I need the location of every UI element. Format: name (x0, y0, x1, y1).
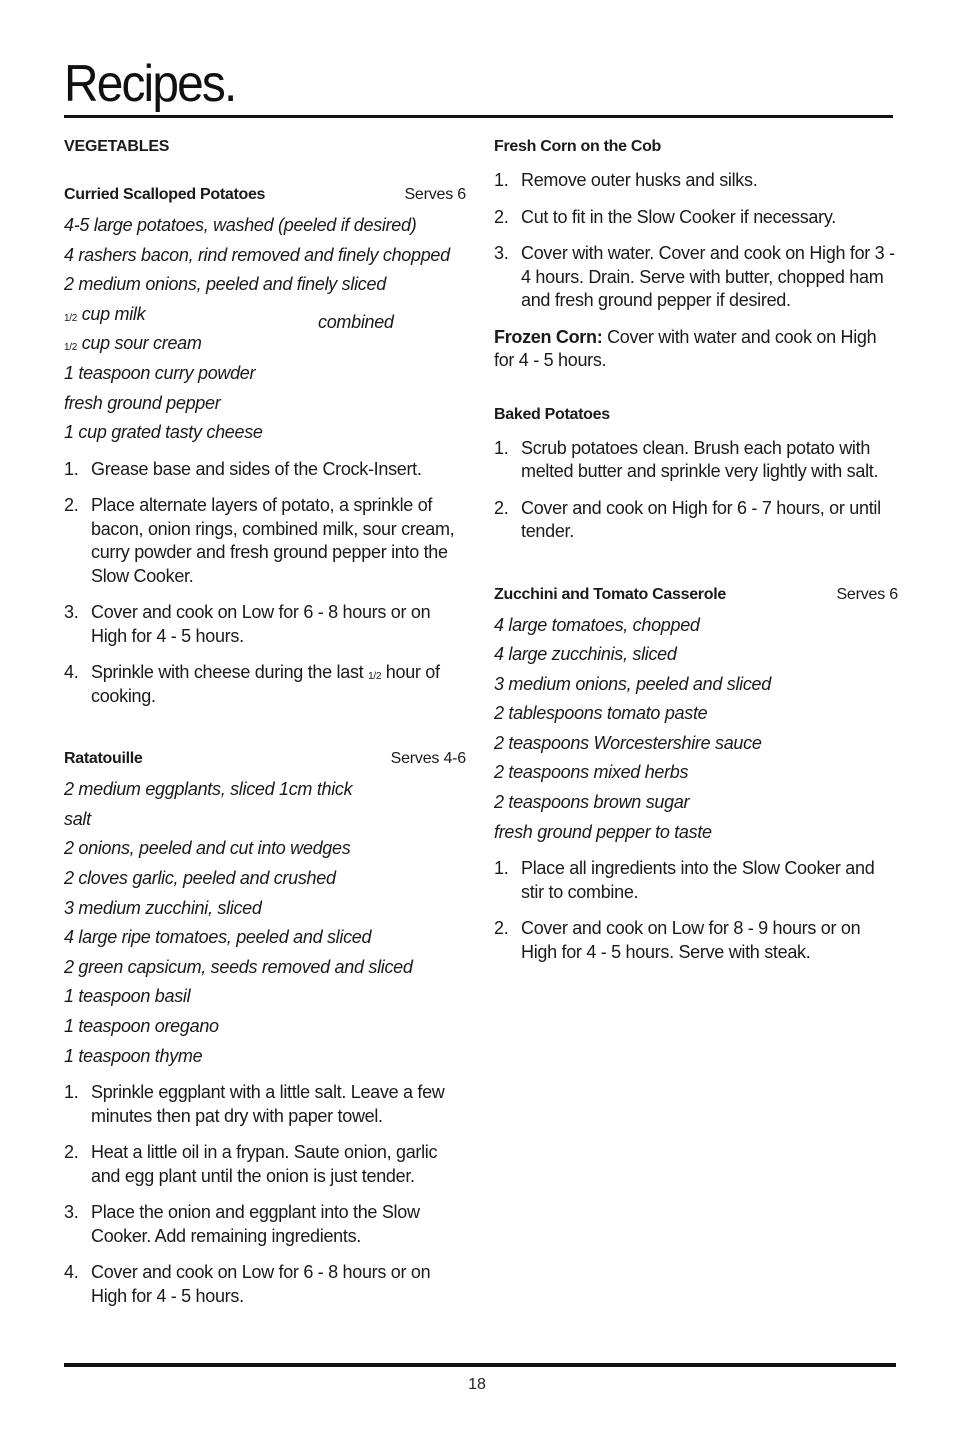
method-steps (494, 857, 898, 964)
ingredient-item (64, 300, 466, 330)
step-item (494, 169, 898, 193)
ingredient-item: salt (64, 808, 91, 829)
ingredient-item: 2 medium eggplants, sliced 1cm thick (64, 779, 353, 800)
step-number: 2. (494, 497, 509, 518)
recipe-header-zucchini (494, 583, 898, 607)
ingredient-item: 2 teaspoons Worcestershire sauce (494, 732, 762, 753)
fraction-numerator: 1 (64, 312, 70, 324)
recipe-header-corn (494, 135, 898, 159)
fraction-denominator: 2 (71, 342, 78, 354)
step-item (494, 497, 898, 544)
ingredient-item: 4 rashers bacon, rind removed and finely chopped (64, 244, 450, 265)
step-text: Heat a little oil in a frypan. Saute onion, garlic and egg plant until the onion is just tender. (91, 1142, 438, 1186)
ingredient-item: 4 large ripe tomatoes, peeled and sliced (64, 927, 372, 948)
ingredient-item: 2 tablespoons tomato paste (494, 703, 708, 724)
step-item (64, 494, 466, 588)
note-lead: Frozen Corn: (494, 326, 603, 347)
top-rule (64, 115, 893, 118)
recipe-header-curried (64, 183, 466, 207)
method-steps (494, 169, 898, 313)
serves-label: Serves 4-6 (390, 750, 466, 768)
recipe-header-ratatouille (64, 747, 466, 771)
step-text: Place all ingredients into the Slow Cooker and stir to combine. (521, 858, 875, 902)
ingredient-item: 1 teaspoon thyme (64, 1045, 203, 1066)
step-text: Cover and cook on Low for 6 - 8 hours or on High for 4 - 5 hours. (91, 1262, 431, 1306)
step-number: 4. (64, 662, 79, 683)
step-text: Cover and cook on Low for 6 - 8 hours or on High for 4 - 5 hours. (91, 602, 431, 646)
step-number: 1. (494, 858, 509, 879)
spacer (494, 557, 898, 583)
step-number: 1. (64, 458, 79, 479)
step-item (64, 1081, 466, 1128)
ingredient-item: 2 medium onions, peeled and finely sliced (64, 274, 386, 295)
ingredient-list (64, 775, 466, 1071)
step-item (494, 917, 898, 964)
step-text: Cover and cook on High for 6 - 7 hours, or until tender. (521, 497, 881, 541)
step-text: hour of cooking. (91, 662, 440, 706)
step-text: Cover with water. Cover and cook on High for 3 - 4 hours. Drain. Serve with butter, chopped ham and fresh ground pepper if desired. (521, 243, 895, 310)
serves-label: Serves 6 (404, 186, 466, 203)
recipe-title: Zucchini and Tomato Casserole (494, 585, 726, 603)
step-text: Sprinkle with cheese during the last (91, 662, 369, 683)
fraction-slash: / (69, 342, 72, 354)
method-steps (494, 437, 898, 544)
step-text: Cut to fit in the Slow Cooker if necessary. (521, 206, 836, 227)
step-item (494, 857, 898, 904)
ingredient-item: 1 teaspoon curry powder (64, 362, 256, 383)
ingredient-item: 1 teaspoon basil (64, 986, 191, 1007)
step-number: 2. (494, 918, 509, 939)
fraction-numerator: 1 (368, 671, 374, 683)
step-number: 3. (64, 602, 79, 623)
recipe-header-baked (494, 403, 898, 427)
fraction-slash: / (69, 312, 72, 324)
ingredient-item: fresh ground pepper (64, 392, 221, 413)
ingredient-item (64, 329, 466, 359)
step-number: 2. (494, 206, 509, 227)
right-column (494, 135, 898, 977)
ingredient-item: 1 cup grated tasty cheese (64, 422, 263, 443)
spacer (494, 373, 898, 403)
step-text: Remove outer husks and silks. (521, 170, 758, 190)
ingredient-item: 4 large zucchinis, sliced (494, 644, 677, 665)
ingredient-text: cup sour cream (77, 333, 202, 354)
ingredient-item: 2 onions, peeled and cut into wedges (64, 838, 351, 859)
page-title: Recipes. (64, 55, 236, 113)
ingredient-item: 2 green capsicum, seeds removed and sliced (64, 956, 413, 977)
ingredient-item: 1 teaspoon oregano (64, 1016, 219, 1036)
step-item (64, 661, 466, 708)
ingredient-item: 2 teaspoons mixed herbs (494, 762, 689, 783)
ingredient-item: 4 large tomatoes, chopped (494, 614, 700, 635)
ingredient-item: 4-5 large potatoes, washed (peeled if desired) (64, 215, 417, 235)
step-number: 1. (494, 437, 509, 458)
step-text: Cover and cook on Low for 8 - 9 hours or on High for 4 - 5 hours. Serve with steak. (521, 918, 861, 962)
fraction-numerator: 1 (64, 342, 70, 354)
step-item (494, 206, 898, 230)
step-item (64, 1261, 466, 1308)
step-item (64, 601, 466, 648)
ingredient-list (64, 211, 466, 448)
frozen-corn-note (494, 326, 898, 373)
step-text: Sprinkle eggplant with a little salt. Leave a few minutes then pat dry with paper towel. (91, 1082, 445, 1126)
step-text: Grease base and sides of the Crock-Insert. (91, 458, 422, 479)
recipe-title: Fresh Corn on the Cob (494, 138, 662, 155)
serves-label: Serves 6 (836, 585, 898, 603)
step-item (494, 242, 898, 313)
spacer (64, 721, 466, 747)
note-text: Cover with water and cook on High for 4 - 5 hours. (494, 326, 877, 370)
step-number: 2. (64, 495, 79, 516)
step-number: 2. (64, 1142, 79, 1163)
fraction-slash: / (373, 671, 376, 683)
recipe-title: Ratatouille (64, 750, 143, 768)
ingredient-item: 3 medium onions, peeled and sliced (494, 673, 771, 694)
step-text: Place alternate layers of potato, a sprinkle of bacon, onion rings, combined milk, sour cream, curry powder and fresh ground pepper into the Slow Cooker. (91, 495, 455, 586)
ingredient-text: cup milk (77, 303, 146, 324)
step-number: 3. (64, 1202, 79, 1223)
ingredient-list (494, 611, 898, 848)
ingredient-item: fresh ground pepper to taste (494, 821, 712, 842)
step-item (494, 437, 898, 484)
combined-note: combined (318, 312, 394, 332)
step-text: Scrub potatoes clean. Brush each potato with melted butter and sprinkle very lightly with salt. (521, 437, 879, 481)
ingredient-item: 2 teaspoons brown sugar (494, 792, 690, 813)
step-number: 4. (64, 1262, 79, 1283)
section-heading: VEGETABLES (64, 138, 170, 155)
step-number: 1. (494, 170, 509, 190)
step-number: 1. (64, 1082, 79, 1103)
step-item (64, 1141, 466, 1188)
step-item (64, 1201, 466, 1248)
step-text: Place the onion and eggplant into the Slow Cooker. Add remaining ingredients. (91, 1202, 420, 1246)
method-steps (64, 1081, 466, 1308)
step-item (64, 458, 466, 482)
step-number: 3. (494, 243, 509, 263)
recipe-title: Curried Scalloped Potatoes (64, 186, 266, 203)
method-steps (64, 458, 466, 709)
left-column (64, 135, 466, 1321)
ingredient-item: 3 medium zucchini, sliced (64, 897, 262, 918)
page-number: 18 (468, 1376, 486, 1393)
recipe-title: Baked Potatoes (494, 405, 610, 423)
fraction-denominator: 2 (375, 671, 382, 683)
fraction-denominator: 2 (71, 312, 78, 324)
bottom-rule (64, 1363, 896, 1367)
ingredient-item: 2 cloves garlic, peeled and crushed (64, 868, 336, 889)
